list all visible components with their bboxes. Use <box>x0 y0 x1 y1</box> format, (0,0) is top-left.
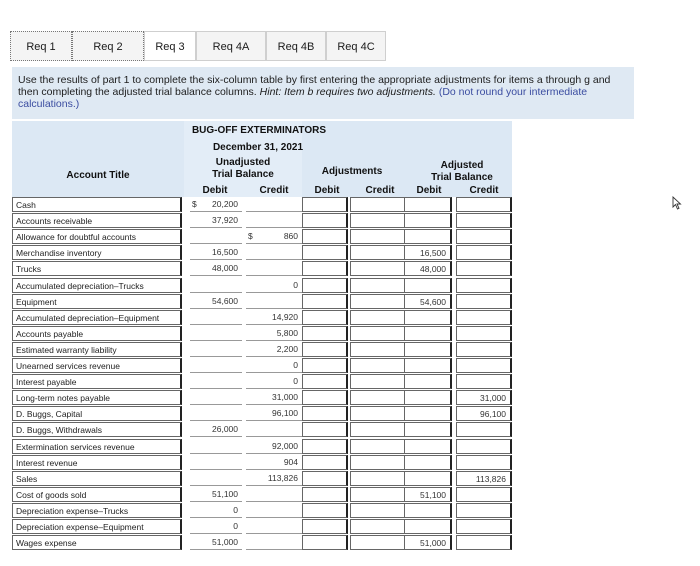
ub-credit-value: 0 <box>293 376 298 387</box>
atb-debit-input[interactable] <box>404 535 452 550</box>
tab-req-3[interactable]: Req 3 <box>144 31 196 61</box>
account-title-input[interactable]: Merchandise inventory <box>12 245 182 260</box>
table-row <box>12 374 512 390</box>
ub-credit <box>246 213 302 228</box>
adj-debit-input[interactable] <box>302 503 348 518</box>
table-row <box>12 471 512 487</box>
atb-credit-input[interactable] <box>456 406 512 421</box>
table-row <box>12 422 512 438</box>
atb-credit-input[interactable] <box>456 471 512 486</box>
account-title-input[interactable]: Allowance for doubtful accounts <box>12 229 182 244</box>
adj-credit-input[interactable] <box>350 229 406 244</box>
adjusted-header-2: Trial Balance <box>431 172 493 183</box>
ub-debit <box>190 455 242 470</box>
account-title-input[interactable]: Estimated warranty liability <box>12 342 182 357</box>
adj-debit-input[interactable] <box>302 229 348 244</box>
ub-debit <box>190 503 242 518</box>
instructions-text: Use the results of part 1 to complete the six-column table by first entering the appropriate adjustments for items a through g and then completing the adjusted trial balance columns. <box>18 74 611 98</box>
account-title-input[interactable]: Depreciation expense–Equipment <box>12 519 182 534</box>
account-title-input[interactable]: Cash <box>12 197 182 212</box>
ub-debit-header: Debit <box>202 185 228 196</box>
atb-credit-input[interactable] <box>456 261 512 276</box>
ub-debit <box>190 519 242 534</box>
atb-credit-input[interactable] <box>456 197 512 212</box>
account-title-header: Account Title <box>66 170 130 181</box>
instructions-panel <box>12 67 634 119</box>
adj-credit-input[interactable] <box>350 439 406 454</box>
atb-credit-input[interactable] <box>456 519 512 534</box>
ub-credit <box>246 422 302 437</box>
atb-debit-input[interactable] <box>404 342 452 357</box>
ub-debit <box>190 535 242 550</box>
atb-credit-input[interactable] <box>456 213 512 228</box>
adj-debit-input[interactable] <box>302 358 348 373</box>
adj-credit-input[interactable] <box>350 342 406 357</box>
atb-debit-input[interactable] <box>404 229 452 244</box>
adj-debit-input[interactable] <box>302 422 348 437</box>
adj-credit-input[interactable] <box>350 213 406 228</box>
atb-debit-input-value: 51,000 <box>420 538 446 549</box>
atb-debit-input[interactable] <box>404 471 452 486</box>
ub-debit <box>190 261 242 276</box>
table-row <box>12 310 512 326</box>
atb-credit-input[interactable] <box>456 503 512 518</box>
ub-debit <box>190 326 242 341</box>
account-title-input[interactable]: Equipment <box>12 294 182 309</box>
ub-debit <box>190 197 242 212</box>
ub-credit <box>246 439 302 454</box>
ub-debit <box>190 390 242 405</box>
ub-debit-value: 0 <box>233 504 238 515</box>
ub-debit <box>190 278 242 293</box>
adj-credit-input[interactable] <box>350 197 406 212</box>
table-row <box>12 326 512 342</box>
adj-credit-input[interactable] <box>350 310 406 325</box>
account-title-input[interactable]: Interest revenue <box>12 455 182 470</box>
ub-debit-value: 51,100 <box>212 488 238 499</box>
table-row <box>12 406 512 422</box>
adj-debit-input[interactable] <box>302 406 348 421</box>
atb-credit-input[interactable] <box>456 326 512 341</box>
atb-debit-input[interactable] <box>404 519 452 534</box>
unadjusted-header-1: Unadjusted <box>215 157 271 168</box>
ub-credit <box>246 310 302 325</box>
adj-debit-input[interactable] <box>302 310 348 325</box>
ub-debit <box>190 487 242 502</box>
adj-credit-input[interactable] <box>350 519 406 534</box>
adj-credit-input[interactable] <box>350 455 406 470</box>
adj-credit-input[interactable] <box>350 487 406 502</box>
account-title-input[interactable]: D. Buggs, Capital <box>12 406 182 421</box>
ub-credit-value: 2,200 <box>276 343 298 354</box>
atb-credit-input-value: 113,826 <box>475 473 506 484</box>
atb-credit-input[interactable] <box>456 455 512 470</box>
atb-debit-input[interactable] <box>404 422 452 437</box>
tab-req-4c[interactable]: Req 4C <box>326 31 386 61</box>
ub-debit-value: 0 <box>233 521 238 531</box>
adj-debit-input[interactable] <box>302 278 348 293</box>
ub-credit-value: 904 <box>283 456 298 467</box>
atb-credit-input[interactable] <box>456 310 512 325</box>
ub-debit <box>190 439 242 454</box>
adj-debit-input[interactable] <box>302 535 348 550</box>
account-title-input[interactable]: Sales <box>12 471 182 486</box>
atb-credit-input[interactable] <box>456 245 512 260</box>
adj-credit-input[interactable] <box>350 245 406 260</box>
atb-credit-input[interactable] <box>456 374 512 389</box>
ub-debit <box>190 422 242 437</box>
atb-debit-input[interactable] <box>404 439 452 454</box>
ub-debit <box>190 294 242 309</box>
account-title-input[interactable]: Cost of goods sold <box>12 487 182 502</box>
ub-credit <box>246 471 302 486</box>
table-row <box>12 229 512 245</box>
atb-debit-input[interactable] <box>404 245 452 260</box>
mouse-cursor-icon <box>672 196 682 210</box>
table-row <box>12 455 512 471</box>
adj-credit-input[interactable] <box>350 374 406 389</box>
ub-credit-value: 113,826 <box>267 472 298 483</box>
adj-debit-input[interactable] <box>302 261 348 276</box>
table-row <box>12 245 512 261</box>
adj-credit-input[interactable] <box>350 390 406 405</box>
adj-debit-header: Debit <box>314 185 340 196</box>
ub-credit <box>246 197 302 212</box>
adj-credit-input[interactable] <box>350 326 406 341</box>
account-title-input[interactable]: Long-term notes payable <box>12 390 182 405</box>
account-title-input[interactable]: Accounts receivable <box>12 213 182 228</box>
table-row <box>12 535 512 551</box>
atb-debit-input[interactable] <box>404 358 452 373</box>
table-row <box>12 342 512 358</box>
adjustments-header: Adjustments <box>321 166 383 177</box>
atb-credit-input[interactable] <box>456 535 512 550</box>
tab-req-1[interactable]: Req 1 <box>10 31 72 61</box>
atb-debit-input[interactable] <box>404 487 452 502</box>
adjusted-header-1: Adjusted <box>440 160 484 171</box>
adj-credit-header: Credit <box>365 185 395 196</box>
ub-credit-value: 31,000 <box>272 392 298 403</box>
requirement-tabs <box>10 31 685 63</box>
atb-credit-input[interactable] <box>456 439 512 454</box>
atb-debit-input[interactable] <box>404 197 452 212</box>
adj-debit-input[interactable] <box>302 455 348 470</box>
ub-debit <box>190 358 242 373</box>
atb-debit-input[interactable] <box>404 213 452 228</box>
ub-debit <box>190 374 242 389</box>
adj-debit-input[interactable] <box>302 519 348 534</box>
atb-credit-input[interactable] <box>456 422 512 437</box>
atb-credit-input[interactable] <box>456 390 512 405</box>
table-row <box>12 439 512 455</box>
adj-credit-input[interactable] <box>350 503 406 518</box>
ub-debit-value: 20,200 <box>212 199 238 209</box>
atb-debit-input[interactable] <box>404 278 452 293</box>
ub-credit <box>246 406 302 421</box>
atb-debit-input-value: 54,600 <box>420 296 446 307</box>
account-title-input[interactable]: Unearned services revenue <box>12 358 182 373</box>
atb-debit-input[interactable] <box>404 326 452 341</box>
ub-credit <box>246 358 302 373</box>
adj-credit-input[interactable] <box>350 422 406 437</box>
adj-debit-input[interactable] <box>302 374 348 389</box>
account-title-input[interactable]: Accumulated depreciation–Trucks <box>12 278 182 293</box>
ub-credit <box>246 487 302 502</box>
ub-debit <box>190 471 242 486</box>
atb-debit-input-value: 51,100 <box>420 489 446 500</box>
atb-debit-input-value: 16,500 <box>420 248 446 259</box>
adj-credit-input[interactable] <box>350 261 406 276</box>
account-title-input[interactable]: Interest payable <box>12 374 182 389</box>
ub-credit-value: 0 <box>293 279 298 290</box>
account-title-input[interactable]: D. Buggs, Withdrawals <box>12 422 182 437</box>
atb-credit-header: Credit <box>469 185 499 196</box>
ub-credit-value: 860 <box>283 231 298 242</box>
table-row <box>12 390 512 406</box>
table-row <box>12 358 512 374</box>
ub-debit-value: 26,000 <box>212 424 238 435</box>
atb-debit-input[interactable] <box>404 503 452 518</box>
adj-debit-input[interactable] <box>302 487 348 502</box>
company-name: BUG-OFF EXTERMINATORS <box>191 125 327 136</box>
table-row <box>12 197 512 213</box>
ub-credit-header: Credit <box>259 185 289 196</box>
adj-credit-input[interactable] <box>350 294 406 309</box>
account-title-input[interactable]: Extermination services revenue <box>12 439 182 454</box>
account-title-input[interactable]: Accumulated depreciation–Equipment <box>12 310 182 325</box>
adj-debit-input[interactable] <box>302 439 348 454</box>
table-row <box>12 278 512 294</box>
ub-credit <box>246 374 302 389</box>
atb-credit-input[interactable] <box>456 358 512 373</box>
ub-credit-value: 0 <box>293 360 298 370</box>
unadjusted-header-2: Trial Balance <box>212 169 274 180</box>
atb-credit-input-value: 96,100 <box>480 409 506 420</box>
ub-credit-value: 14,920 <box>272 311 298 322</box>
atb-credit-input[interactable] <box>456 294 512 309</box>
ub-debit <box>190 213 242 228</box>
instructions-hint: Hint: Item b requires two adjustments. <box>259 86 436 98</box>
atb-credit-input[interactable] <box>456 342 512 357</box>
ub-credit <box>246 342 302 357</box>
table-row <box>12 261 512 277</box>
ub-debit-value: 54,600 <box>212 295 238 306</box>
ub-credit <box>246 519 302 534</box>
ub-credit <box>246 229 302 244</box>
dollar-sign: $ <box>192 199 197 209</box>
atb-credit-input-value: 31,000 <box>480 393 506 404</box>
atb-credit-input[interactable] <box>456 487 512 502</box>
ub-credit <box>246 326 302 341</box>
table-row <box>12 503 512 519</box>
adj-debit-input[interactable] <box>302 245 348 260</box>
adj-debit-input[interactable] <box>302 213 348 228</box>
account-title-input[interactable]: Wages expense <box>12 535 182 550</box>
ub-debit <box>190 310 242 325</box>
adj-credit-input[interactable] <box>350 535 406 550</box>
ub-debit-value: 48,000 <box>212 263 238 274</box>
atb-credit-input[interactable] <box>456 229 512 244</box>
ub-credit <box>246 261 302 276</box>
atb-debit-input[interactable] <box>404 406 452 421</box>
ub-credit-value: 5,800 <box>276 327 298 338</box>
ub-credit <box>246 278 302 293</box>
ub-debit <box>190 245 242 260</box>
ub-credit-value: 92,000 <box>272 440 298 451</box>
adj-debit-input[interactable] <box>302 342 348 357</box>
table-row <box>12 213 512 229</box>
account-title-input[interactable]: Accounts payable <box>12 326 182 341</box>
account-title-input[interactable]: Trucks <box>12 261 182 276</box>
table-row <box>12 519 512 535</box>
atb-debit-input[interactable] <box>404 310 452 325</box>
ub-credit <box>246 294 302 309</box>
ub-debit-value: 16,500 <box>212 247 238 258</box>
statement-date: December 31, 2021 <box>212 142 304 153</box>
instructions-note: (Do not round your intermediate calculations.) <box>18 86 588 110</box>
atb-debit-input[interactable] <box>404 294 452 309</box>
atb-debit-input[interactable] <box>404 455 452 470</box>
table-header-left <box>12 121 184 197</box>
adj-credit-input[interactable] <box>350 406 406 421</box>
ub-credit <box>246 503 302 518</box>
ub-credit-value: 96,100 <box>272 408 298 419</box>
tab-req-2[interactable]: Req 2 <box>72 31 144 61</box>
atb-credit-input[interactable] <box>456 278 512 293</box>
ub-debit-value: 37,920 <box>212 215 238 226</box>
atb-debit-input[interactable] <box>404 261 452 276</box>
account-title-input[interactable]: Depreciation expense–Trucks <box>12 503 182 518</box>
ub-debit-value: 51,000 <box>212 537 238 548</box>
ub-debit <box>190 342 242 357</box>
atb-debit-input[interactable] <box>404 374 452 389</box>
ub-credit <box>246 245 302 260</box>
table-row <box>12 487 512 503</box>
ub-credit <box>246 390 302 405</box>
adj-debit-input[interactable] <box>302 471 348 486</box>
adj-debit-input[interactable] <box>302 326 348 341</box>
table-row <box>12 294 512 310</box>
dollar-sign: $ <box>248 231 253 242</box>
ub-credit <box>246 535 302 550</box>
tab-req-4b[interactable]: Req 4B <box>266 31 326 61</box>
tab-req-4a[interactable]: Req 4A <box>196 31 266 61</box>
ub-credit <box>246 455 302 470</box>
adj-credit-input[interactable] <box>350 471 406 486</box>
adj-credit-input[interactable] <box>350 278 406 293</box>
adj-credit-input[interactable] <box>350 358 406 373</box>
adj-debit-input[interactable] <box>302 294 348 309</box>
adj-debit-input[interactable] <box>302 197 348 212</box>
ub-debit <box>190 406 242 421</box>
ub-debit <box>190 229 242 244</box>
adj-debit-input[interactable] <box>302 390 348 405</box>
atb-debit-header: Debit <box>416 185 442 196</box>
atb-debit-input[interactable] <box>404 390 452 405</box>
atb-debit-input-value: 48,000 <box>420 264 446 275</box>
